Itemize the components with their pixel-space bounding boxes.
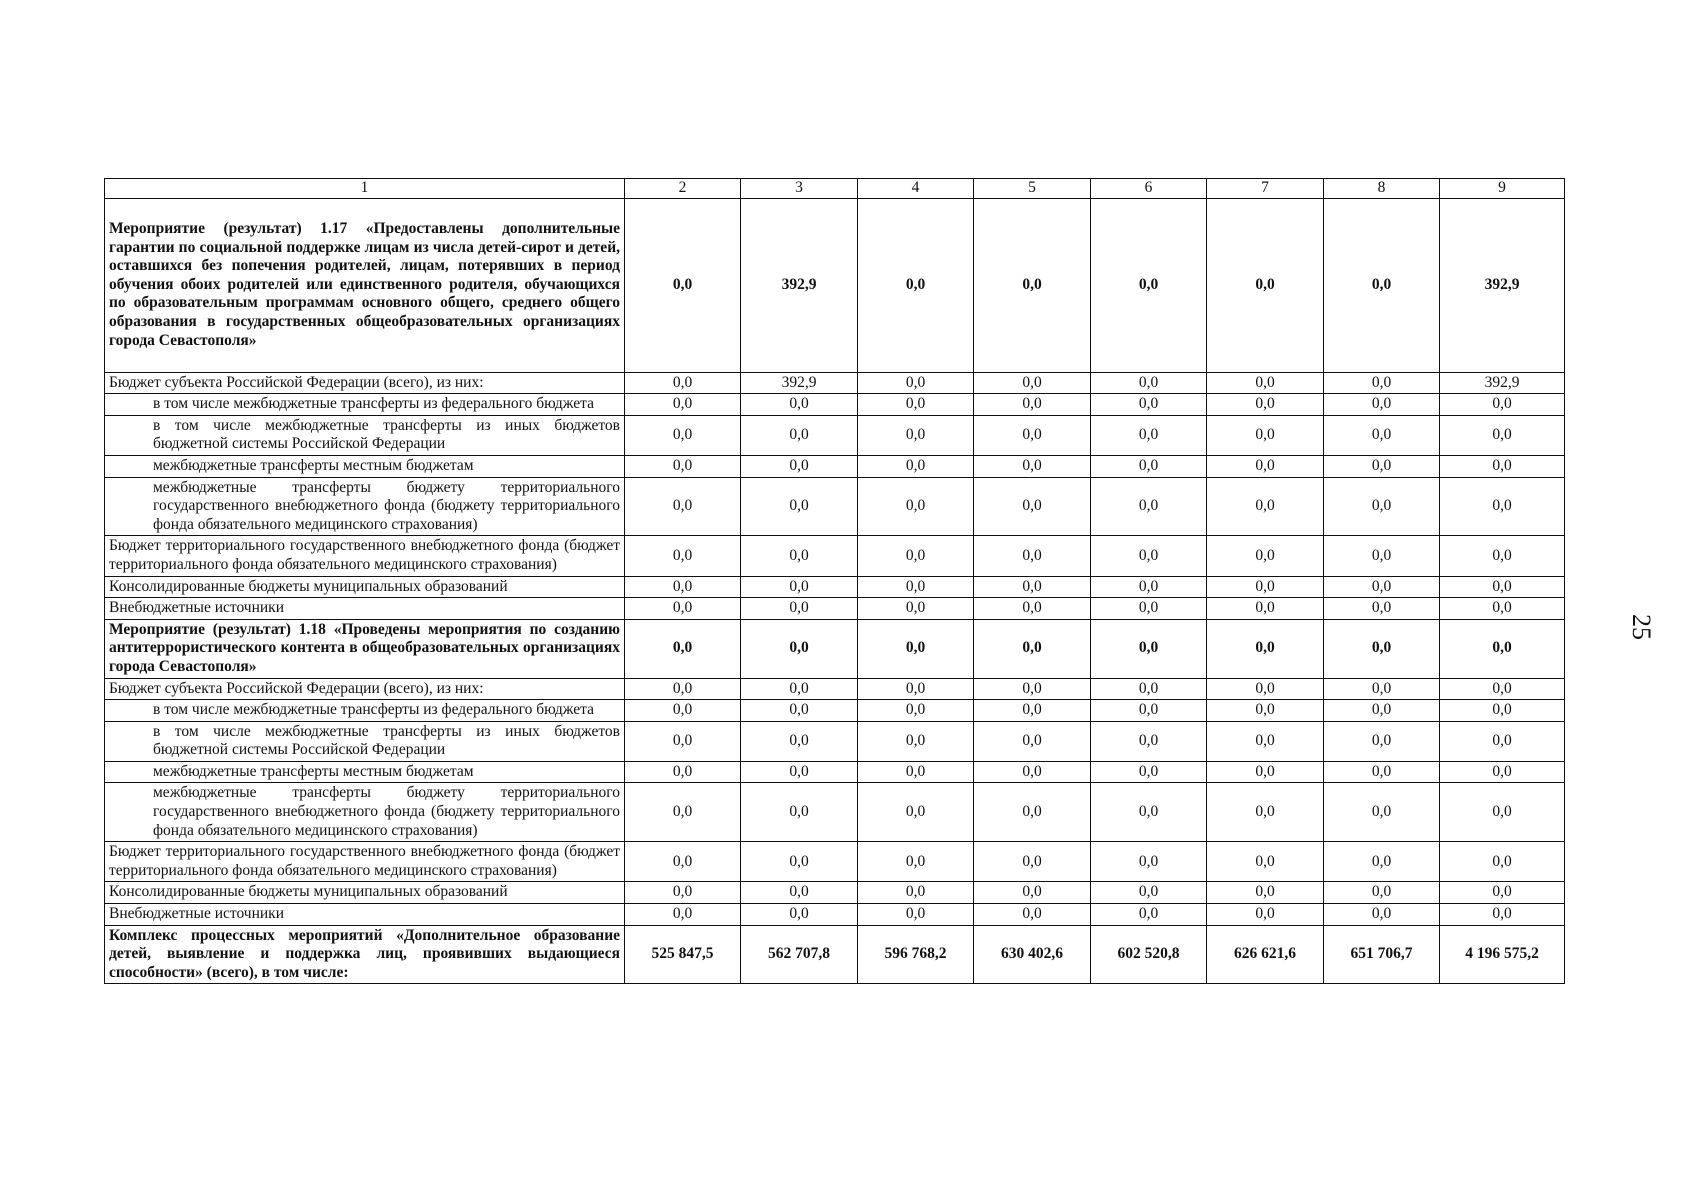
cell-value: 0,0 (625, 576, 741, 598)
cell-value: 0,0 (858, 198, 974, 372)
cell-value: 0,0 (1091, 761, 1207, 783)
cell-value: 0,0 (1091, 372, 1207, 394)
cell-value: 0,0 (1091, 783, 1207, 842)
cell-value: 0,0 (1207, 761, 1324, 783)
cell-value: 0,0 (1440, 536, 1565, 576)
cell-value: 0,0 (625, 536, 741, 576)
cell-value: 0,0 (1207, 700, 1324, 722)
cell-value: 0,0 (625, 700, 741, 722)
cell-value: 0,0 (1207, 455, 1324, 477)
cell-value: 0,0 (1440, 455, 1565, 477)
cell-value: 0,0 (625, 882, 741, 904)
cell-value: 0,0 (741, 678, 858, 700)
column-number: 4 (858, 179, 974, 199)
cell-value: 0,0 (741, 598, 858, 620)
cell-value: 0,0 (625, 761, 741, 783)
cell-value: 0,0 (858, 678, 974, 700)
cell-value: 0,0 (974, 415, 1091, 455)
cell-value: 0,0 (625, 598, 741, 620)
cell-value: 0,0 (625, 842, 741, 882)
table-row (105, 198, 1565, 372)
cell-value: 0,0 (1324, 372, 1440, 394)
column-number: 2 (625, 179, 741, 199)
table-row (105, 761, 1565, 783)
row-label: Мероприятие (результат) 1.18 «Проведены мероприятия по созданию антитеррористического контента в общеобразовательных организациях города Севастополя» (105, 619, 625, 678)
cell-value: 0,0 (858, 598, 974, 620)
cell-value: 0,0 (1324, 783, 1440, 842)
cell-value: 0,0 (1324, 904, 1440, 926)
table-row (105, 372, 1565, 394)
cell-value: 0,0 (858, 619, 974, 678)
row-label: Внебюджетные источники (105, 904, 625, 926)
row-label: Комплекс процессных мероприятий «Дополнительное образование детей, выявление и поддержка лиц, проявивших выдающиеся способности» (всего), в том числе: (105, 925, 625, 984)
cell-value: 0,0 (1207, 721, 1324, 761)
cell-value: 0,0 (1091, 678, 1207, 700)
cell-value: 0,0 (858, 455, 974, 477)
cell-value: 0,0 (1440, 842, 1565, 882)
cell-value: 0,0 (741, 761, 858, 783)
cell-value: 0,0 (1440, 477, 1565, 536)
table-row (105, 721, 1565, 761)
cell-value: 0,0 (858, 576, 974, 598)
cell-value: 0,0 (741, 619, 858, 678)
cell-value: 0,0 (1207, 678, 1324, 700)
cell-value: 0,0 (741, 700, 858, 722)
cell-value: 0,0 (974, 394, 1091, 416)
cell-value: 0,0 (1440, 783, 1565, 842)
cell-value: 0,0 (1207, 842, 1324, 882)
cell-value: 4 196 575,2 (1440, 925, 1565, 984)
cell-value: 0,0 (625, 477, 741, 536)
column-number: 5 (974, 179, 1091, 199)
cell-value: 0,0 (974, 455, 1091, 477)
table-row (105, 842, 1565, 882)
cell-value: 0,0 (858, 842, 974, 882)
cell-value: 0,0 (974, 882, 1091, 904)
cell-value: 602 520,8 (1091, 925, 1207, 984)
cell-value: 0,0 (1324, 598, 1440, 620)
cell-value: 0,0 (1207, 904, 1324, 926)
cell-value: 0,0 (974, 700, 1091, 722)
cell-value: 0,0 (1440, 700, 1565, 722)
cell-value: 0,0 (741, 536, 858, 576)
cell-value: 0,0 (741, 415, 858, 455)
cell-value: 0,0 (1207, 372, 1324, 394)
cell-value: 0,0 (1207, 619, 1324, 678)
cell-value: 0,0 (1324, 477, 1440, 536)
cell-value: 0,0 (1091, 882, 1207, 904)
cell-value: 0,0 (1324, 761, 1440, 783)
cell-value: 0,0 (974, 598, 1091, 620)
cell-value: 0,0 (1091, 536, 1207, 576)
cell-value: 0,0 (1440, 619, 1565, 678)
cell-value: 0,0 (625, 678, 741, 700)
cell-value: 630 402,6 (974, 925, 1091, 984)
cell-value: 0,0 (974, 536, 1091, 576)
cell-value: 0,0 (1440, 761, 1565, 783)
row-label: Консолидированные бюджеты муниципальных образований (105, 882, 625, 904)
table-row (105, 477, 1565, 536)
cell-value: 0,0 (1440, 721, 1565, 761)
row-label: в том числе межбюджетные трансферты из федерального бюджета (105, 700, 625, 722)
cell-value: 0,0 (741, 783, 858, 842)
cell-value: 0,0 (625, 372, 741, 394)
cell-value: 0,0 (974, 198, 1091, 372)
cell-value: 0,0 (625, 455, 741, 477)
cell-value: 0,0 (1091, 477, 1207, 536)
column-number: 7 (1207, 179, 1324, 199)
row-label: Бюджет территориального государственного внебюджетного фонда (бюджет территориального фонда обязательного медицинского страхования) (105, 842, 625, 882)
cell-value: 0,0 (974, 904, 1091, 926)
cell-value: 392,9 (741, 372, 858, 394)
table-row (105, 904, 1565, 926)
cell-value: 0,0 (1091, 415, 1207, 455)
cell-value: 0,0 (974, 678, 1091, 700)
cell-value: 0,0 (741, 882, 858, 904)
cell-value: 0,0 (1324, 394, 1440, 416)
cell-value: 596 768,2 (858, 925, 974, 984)
cell-value: 0,0 (741, 576, 858, 598)
cell-value: 0,0 (974, 477, 1091, 536)
column-number: 8 (1324, 179, 1440, 199)
table-row (105, 700, 1565, 722)
cell-value: 0,0 (1091, 576, 1207, 598)
row-label: Бюджет территориального государственного внебюджетного фонда (бюджет территориального фонда обязательного медицинского страхования) (105, 536, 625, 576)
cell-value: 0,0 (1440, 576, 1565, 598)
cell-value: 0,0 (1324, 536, 1440, 576)
cell-value: 0,0 (858, 904, 974, 926)
cell-value: 0,0 (1440, 394, 1565, 416)
cell-value: 0,0 (625, 415, 741, 455)
cell-value: 0,0 (1324, 882, 1440, 904)
table-row (105, 783, 1565, 842)
table-row (105, 536, 1565, 576)
cell-value: 0,0 (1091, 842, 1207, 882)
cell-value: 0,0 (858, 415, 974, 455)
cell-value: 392,9 (741, 198, 858, 372)
cell-value: 0,0 (741, 455, 858, 477)
cell-value: 0,0 (625, 619, 741, 678)
cell-value: 0,0 (1207, 477, 1324, 536)
cell-value: 0,0 (1091, 904, 1207, 926)
cell-value: 0,0 (858, 882, 974, 904)
column-number: 6 (1091, 179, 1207, 199)
cell-value: 0,0 (1324, 415, 1440, 455)
row-label: межбюджетные трансферты местным бюджетам (105, 761, 625, 783)
cell-value: 0,0 (1091, 700, 1207, 722)
row-label: в том числе межбюджетные трансферты из федерального бюджета (105, 394, 625, 416)
table-row (105, 882, 1565, 904)
row-label: в том числе межбюджетные трансферты из иных бюджетов бюджетной системы Российской Федерации (105, 415, 625, 455)
cell-value: 0,0 (1440, 598, 1565, 620)
cell-value: 0,0 (974, 372, 1091, 394)
column-number: 9 (1440, 179, 1565, 199)
cell-value: 0,0 (1091, 619, 1207, 678)
cell-value: 0,0 (1207, 394, 1324, 416)
cell-value: 0,0 (1091, 721, 1207, 761)
cell-value: 0,0 (974, 761, 1091, 783)
cell-value: 0,0 (741, 721, 858, 761)
cell-value: 0,0 (974, 721, 1091, 761)
cell-value: 0,0 (625, 783, 741, 842)
cell-value: 0,0 (741, 842, 858, 882)
cell-value: 0,0 (974, 619, 1091, 678)
cell-value: 0,0 (1324, 700, 1440, 722)
table-row (105, 415, 1565, 455)
cell-value: 0,0 (1207, 576, 1324, 598)
cell-value: 0,0 (974, 783, 1091, 842)
cell-value: 0,0 (1324, 842, 1440, 882)
table-row (105, 394, 1565, 416)
cell-value: 0,0 (1324, 198, 1440, 372)
cell-value: 0,0 (625, 394, 741, 416)
cell-value: 0,0 (625, 904, 741, 926)
cell-value: 0,0 (858, 721, 974, 761)
cell-value: 0,0 (858, 783, 974, 842)
cell-value: 0,0 (1440, 904, 1565, 926)
table-row (105, 925, 1565, 984)
cell-value: 0,0 (858, 700, 974, 722)
cell-value: 0,0 (1207, 415, 1324, 455)
table-row (105, 598, 1565, 620)
cell-value: 0,0 (858, 477, 974, 536)
cell-value: 562 707,8 (741, 925, 858, 984)
page-number: 25 (1627, 614, 1656, 640)
row-label: Мероприятие (результат) 1.17 «Предоставлены дополнительные гарантии по социальной поддержке лицам из числа детей-сирот и детей, оставшихся без попечения родителей, лицам, потерявших в период обучения обоих родителей или единственного родителя, обучающихся по образовательным программам основного общего, среднего общего образования в государственных общеобразовательных организациях города Севастополя» (105, 198, 625, 372)
row-label: в том числе межбюджетные трансферты из иных бюджетов бюджетной системы Российской Федерации (105, 721, 625, 761)
cell-value: 0,0 (1207, 536, 1324, 576)
cell-value: 0,0 (625, 198, 741, 372)
row-label: Консолидированные бюджеты муниципальных образований (105, 576, 625, 598)
cell-value: 0,0 (741, 477, 858, 536)
cell-value: 0,0 (1324, 619, 1440, 678)
column-number: 3 (741, 179, 858, 199)
cell-value: 0,0 (1207, 882, 1324, 904)
cell-value: 0,0 (1440, 678, 1565, 700)
row-label: межбюджетные трансферты бюджету территориального государственного внебюджетного фонда (бюджету территориального фонда обязательного медицинского страхования) (105, 783, 625, 842)
cell-value: 651 706,7 (1324, 925, 1440, 984)
cell-value: 0,0 (1324, 576, 1440, 598)
cell-value: 0,0 (1440, 415, 1565, 455)
row-label: Бюджет субъекта Российской Федерации (всего), из них: (105, 678, 625, 700)
cell-value: 0,0 (1091, 198, 1207, 372)
cell-value: 0,0 (1091, 598, 1207, 620)
cell-value: 0,0 (1207, 598, 1324, 620)
cell-value: 0,0 (858, 372, 974, 394)
budget-table (104, 178, 1565, 984)
column-number: 1 (105, 179, 625, 199)
table-row (105, 619, 1565, 678)
cell-value: 0,0 (1324, 721, 1440, 761)
cell-value: 525 847,5 (625, 925, 741, 984)
cell-value: 0,0 (858, 394, 974, 416)
row-label: межбюджетные трансферты бюджету территориального государственного внебюджетного фонда (бюджету территориального фонда обязательного медицинского страхования) (105, 477, 625, 536)
cell-value: 0,0 (1091, 394, 1207, 416)
cell-value: 0,0 (1207, 783, 1324, 842)
cell-value: 0,0 (1440, 882, 1565, 904)
cell-value: 626 621,6 (1207, 925, 1324, 984)
cell-value: 0,0 (1207, 198, 1324, 372)
cell-value: 0,0 (858, 536, 974, 576)
cell-value: 0,0 (625, 721, 741, 761)
cell-value: 392,9 (1440, 372, 1565, 394)
row-label: Бюджет субъекта Российской Федерации (всего), из них: (105, 372, 625, 394)
cell-value: 0,0 (1091, 455, 1207, 477)
table-row (105, 576, 1565, 598)
cell-value: 392,9 (1440, 198, 1565, 372)
row-label: межбюджетные трансферты местным бюджетам (105, 455, 625, 477)
cell-value: 0,0 (1324, 678, 1440, 700)
row-label: Внебюджетные источники (105, 598, 625, 620)
cell-value: 0,0 (858, 761, 974, 783)
cell-value: 0,0 (741, 904, 858, 926)
cell-value: 0,0 (974, 576, 1091, 598)
column-number-row (105, 179, 1565, 199)
cell-value: 0,0 (741, 394, 858, 416)
table-row (105, 678, 1565, 700)
cell-value: 0,0 (1324, 455, 1440, 477)
cell-value: 0,0 (974, 842, 1091, 882)
table-row (105, 455, 1565, 477)
